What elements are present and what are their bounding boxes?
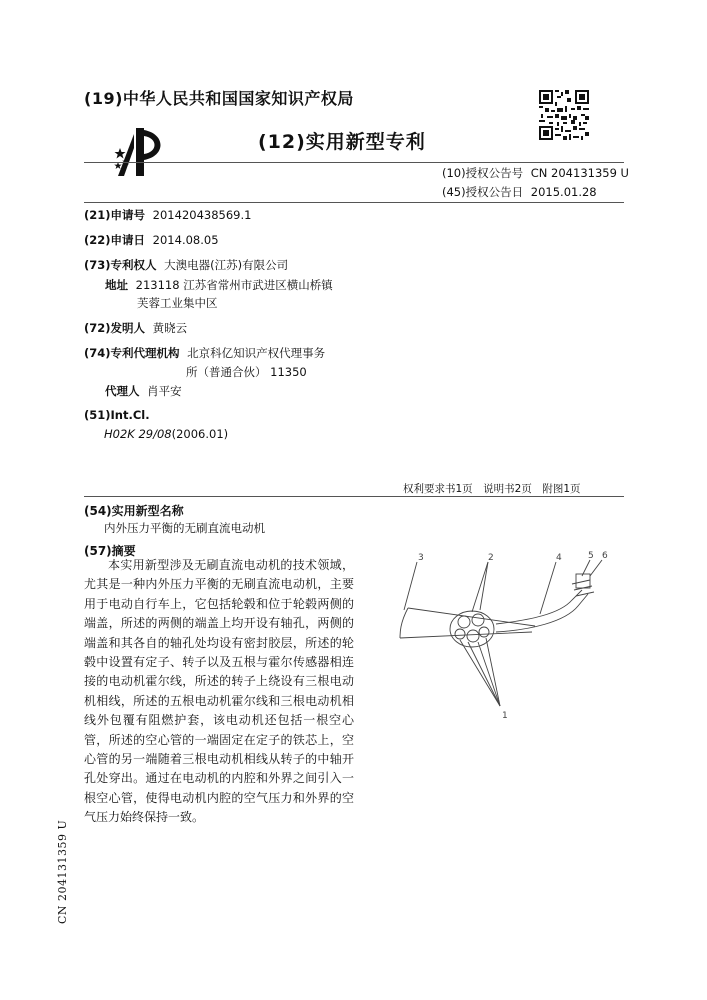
agency-row xyxy=(84,345,325,361)
pub-date: 2015.01.28 xyxy=(530,185,597,199)
qr-code-icon xyxy=(539,90,589,140)
application-number: 201420438569.1 xyxy=(152,208,252,222)
inventor: 黄晓云 xyxy=(152,321,188,335)
int-cl-row xyxy=(104,427,228,441)
agency-label: (74)专利代理机构 xyxy=(84,346,180,360)
drawing-label-4: 4 xyxy=(556,553,562,563)
drawing-label-6: 6 xyxy=(602,551,608,561)
application-number-row xyxy=(84,207,251,223)
agent: 肖平安 xyxy=(147,384,182,398)
office-name: (19)中华人民共和国国家知识产权局 xyxy=(84,89,354,108)
utility-model-title: 内外压力平衡的无刷直流电动机 xyxy=(104,521,265,535)
int-cl-code: H02K 29/08 xyxy=(104,427,172,441)
application-date-row xyxy=(84,232,219,248)
pub-date-label: (45)授权公告日 xyxy=(442,185,524,199)
patentee-row xyxy=(84,257,288,273)
agent-row xyxy=(105,383,182,399)
motor-drawing xyxy=(360,548,630,728)
biblio-divider xyxy=(84,202,624,203)
drawing-label-2: 2 xyxy=(488,553,494,563)
abstract-heading: (57)摘要 xyxy=(84,544,136,558)
page-counts: 权利要求书1页 说明书2页 附图1页 xyxy=(403,483,581,495)
application-date-label: (22)申请日 xyxy=(84,233,146,247)
utility-model-title-label: (54)实用新型名称 xyxy=(84,504,184,518)
abstract-divider xyxy=(84,496,624,497)
pub-date-row xyxy=(442,184,597,200)
agent-label: 代理人 xyxy=(105,384,140,398)
cnipa-logo-icon xyxy=(114,126,164,178)
inventor-label: (72)发明人 xyxy=(84,321,146,335)
agency-line-1: 北京科亿知识产权代理事务 xyxy=(187,346,326,360)
drawing-label-1: 1 xyxy=(502,711,508,721)
int-cl-version: (2006.01) xyxy=(171,427,229,441)
side-publication-number: CN 204131359 U xyxy=(56,819,69,924)
address-label: 地址 xyxy=(105,278,128,292)
patentee-label: (73)专利权人 xyxy=(84,258,157,272)
pub-number: CN 204131359 U xyxy=(530,166,629,180)
inventor-row xyxy=(84,320,187,336)
agency-line-2: 所（普通合伙） 11350 xyxy=(186,365,307,379)
patentee: 大澳电器(江苏)有限公司 xyxy=(164,258,289,272)
drawing-label-3: 3 xyxy=(418,553,424,563)
address-line-2: 芙蓉工业集中区 xyxy=(137,296,218,310)
document-type: (12)实用新型专利 xyxy=(258,131,426,153)
int-cl-label: (51)Int.Cl. xyxy=(84,408,150,422)
application-date: 2014.08.05 xyxy=(152,233,219,247)
pub-number-label: (10)授权公告号 xyxy=(442,166,524,180)
abstract-text: 本实用新型涉及无刷直流电动机的技术领域，尤其是一种内外压力平衡的无刷直流电动机，主要用于电动自行车上，它包括轮毂和位于轮毂两侧的端盖，所述的两侧的端盖上均开设有轴孔，两侧的端盖和其各自的轴孔处均设有密封胶层，所述的轮毂中设置有定子、转子以及五根与霍尔传感器相连接的电动机霍尔线，所述的转子上绕设有三根电动机相线，所述的五根电动机霍尔线和三根电动机相线外包覆有阻燃护套，该电动机还包括一根空心管，所述的空心管的一端固定在定子的铁芯上，空心管的另一端随着三根电动机相线从转子的中轴开孔处穿出。通过在电动机的内腔和外界之间引入一根空心管，使得电动机内腔的空气压力和外界的空气压力始终保持一致。 xyxy=(84,558,354,825)
address-line-1: 213118 江苏省常州市武进区横山桥镇 xyxy=(135,278,333,292)
header-divider xyxy=(84,162,624,163)
address-row xyxy=(105,277,333,293)
pub-number-row xyxy=(442,165,629,181)
drawing-label-5: 5 xyxy=(588,551,594,561)
application-number-label: (21)申请号 xyxy=(84,208,146,222)
